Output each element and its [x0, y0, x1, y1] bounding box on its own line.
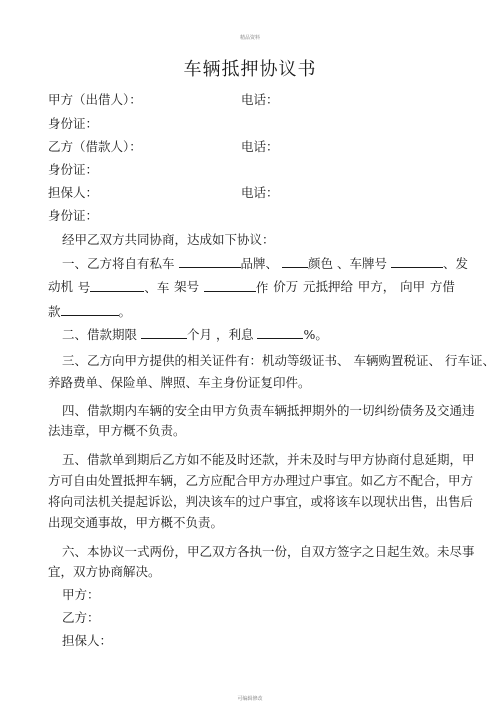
clause-1-text: 、发 — [442, 256, 468, 271]
clause-2-text: 个月 ，利息 — [187, 327, 254, 342]
intro-text: 经甲乙双方共同协商，达成如下协议： — [62, 232, 275, 247]
frame-no-blank — [204, 279, 256, 292]
clause-1-text: 动机 — [48, 279, 74, 294]
clause-1-text: 品牌、 — [240, 256, 279, 271]
header-note: 精品资料 — [239, 35, 260, 41]
signature-guarantor: 担保人： — [62, 633, 113, 648]
clause-2 — [62, 326, 328, 343]
clause-1-text: 方借 — [429, 279, 455, 294]
clause-1-line-2 — [48, 279, 455, 296]
signature-party-b: 乙方： — [62, 610, 100, 625]
clause-1-text: 元抵押给 — [303, 279, 354, 294]
clause-1-text: 价万 — [273, 279, 299, 294]
clause-5-line-2: 方可自由处置抵押车辆，乙方应配合甲方办理过户事宜。如乙方不配合，甲方 — [48, 473, 474, 488]
term-blank — [141, 326, 187, 339]
guarantor-label: 担保人： — [48, 185, 99, 200]
clause-1-text: 款 — [48, 304, 61, 319]
clause-1-text: 、车 — [144, 280, 170, 295]
clause-1-text: 颜色 、车牌号 — [308, 256, 387, 271]
guarantor-id: 身份证： — [48, 208, 99, 223]
clause-3-line-1: 三、乙方向甲方提供的相关证件有：机动等级证书、 车辆购置税证、 行车证、 — [62, 353, 495, 368]
clause-6-line-2: 宜，双方协商解决。 — [48, 564, 161, 579]
party-a-phone: 电话： — [241, 92, 279, 107]
plate-blank — [391, 255, 443, 268]
party-b-phone: 电话： — [241, 139, 279, 154]
clause-1-text: 。 — [118, 304, 132, 319]
clause-4-line-1: 四、借款期内车辆的安全由甲方负责车辆抵押期外的一切纠纷债务及交通违 — [62, 403, 475, 418]
clause-1-line-1 — [62, 255, 468, 272]
party-b-id: 身份证： — [48, 162, 99, 177]
color-blank — [282, 255, 308, 268]
clause-1-text: 架号 — [174, 279, 200, 294]
clause-1-text: 号 — [77, 280, 91, 295]
clause-1-text: 作 — [255, 280, 269, 295]
engine-no-blank — [90, 279, 144, 292]
clause-2-text: 二、借款期限 — [62, 327, 138, 342]
clause-5-line-3: 将向司法机关提起诉讼，判决该车的过户事宜，或将该车以现状出售，出售后 — [48, 494, 474, 509]
clause-4-line-2: 法违章，甲方概不负责。 — [48, 423, 186, 438]
clause-2-text: %。 — [303, 327, 328, 342]
clause-1-text: 向甲 — [400, 279, 426, 294]
interest-blank — [257, 326, 303, 339]
party-b-label: 乙方（借款人）： — [48, 139, 142, 154]
signature-party-a: 甲方： — [62, 587, 100, 602]
clause-1-line-3 — [48, 303, 131, 320]
clause-1-text: 甲方， — [357, 279, 396, 294]
clause-5-line-4: 出现交通事故，甲方概不负责。 — [48, 515, 224, 530]
party-a-label: 甲方（出借人）： — [48, 92, 142, 107]
document-title: 车辆抵押协议书 — [183, 59, 317, 80]
loan-amount-blank — [61, 303, 119, 316]
clause-5-line-1: 五、借款单到期后乙方如不能及时还款，并未及时与甲方协商付息延期，甲 — [62, 452, 475, 467]
guarantor-phone: 电话： — [241, 185, 279, 200]
party-a-id: 身份证： — [48, 116, 99, 131]
brand-blank — [179, 255, 241, 268]
clause-6-line-1: 六、本协议一式两份，甲乙双方各执一份，自双方签字之日起生效。未尽事 — [62, 544, 475, 559]
clause-3-line-2: 养路费单、保险单、牌照、车主身份证复印件。 — [48, 375, 311, 390]
footer-note: 可编辑修改 — [237, 696, 263, 702]
clause-1-text: 一、乙方将自有私车 — [62, 256, 175, 271]
